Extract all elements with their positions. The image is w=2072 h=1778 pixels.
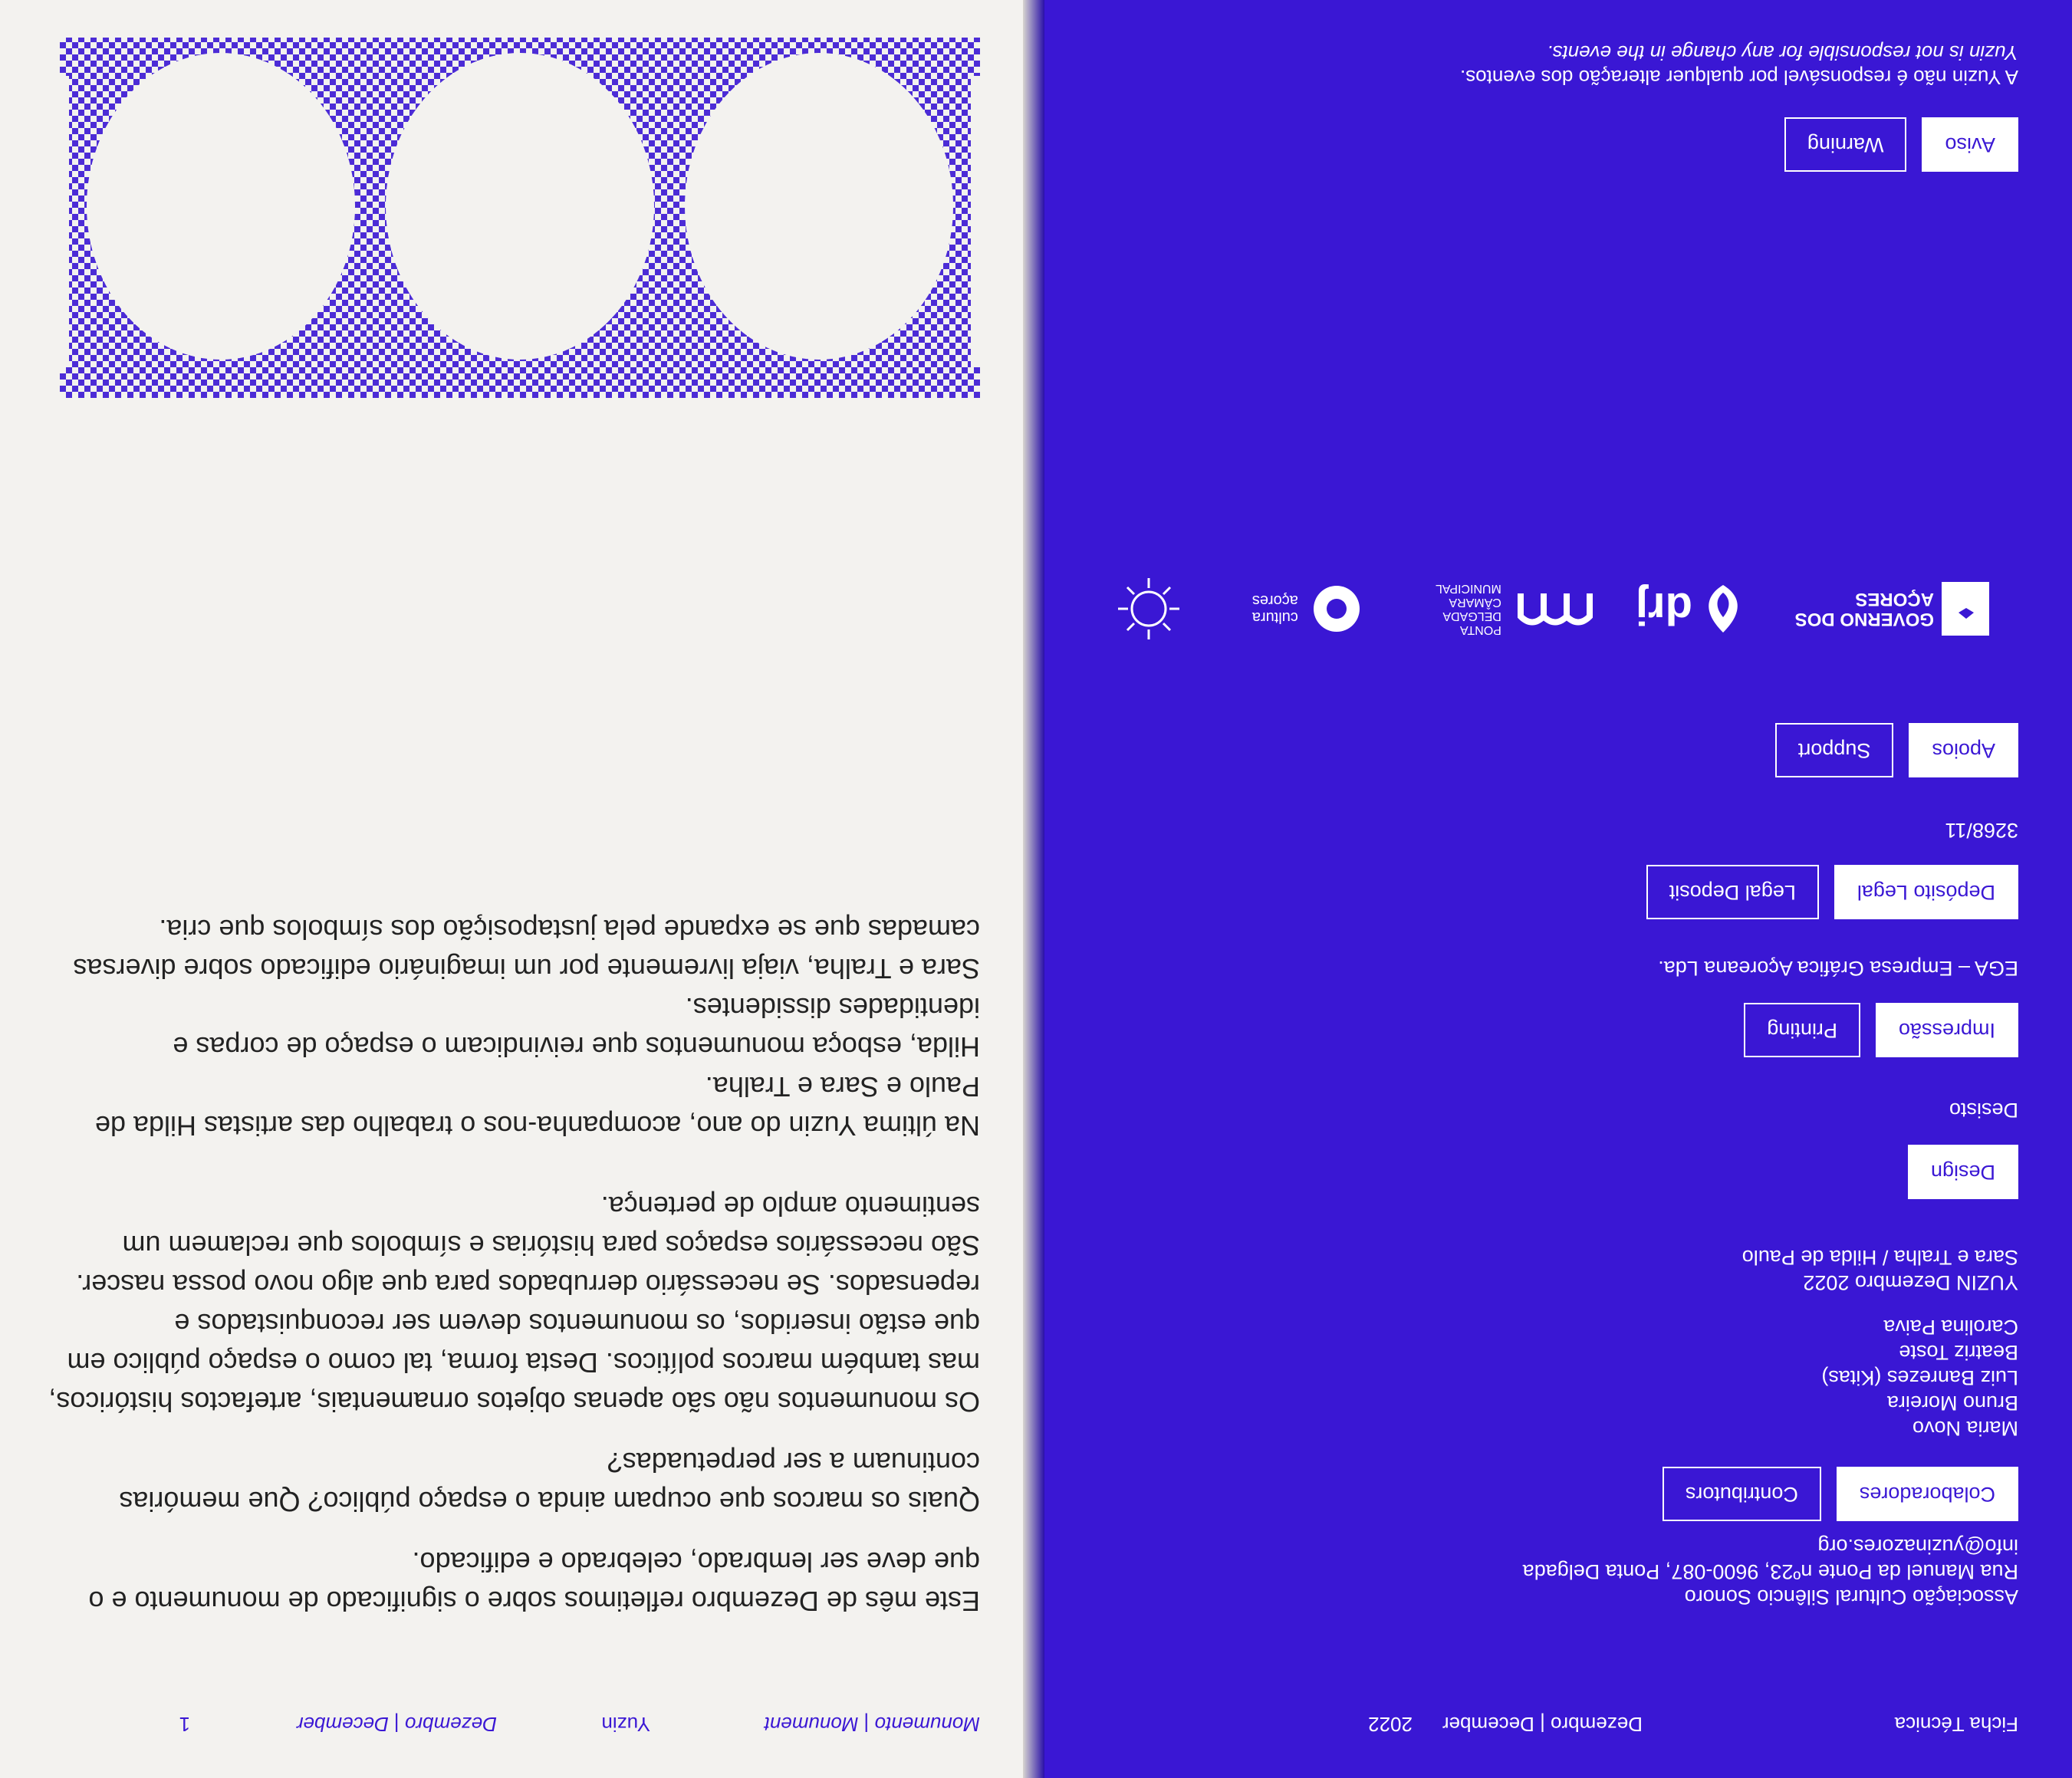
warning-text-pt: A Yuzin não é responsável por qualquer alteração dos eventos. <box>1459 66 2018 89</box>
seal-logo <box>1110 574 1187 643</box>
sara-paragraph: Sara e Tralha, viaja livremente por um imaginário edificado sobre diversas camadas que se expande pela justaposição dos símbolos que cria. <box>73 914 980 984</box>
organization-address: Rua Manuel da Ponte nº23, 9600-087, Ponta Delgada <box>1522 1560 2018 1583</box>
governo-acores-text: GOVERNO DOS AÇORES <box>1794 589 1934 629</box>
contributor-list <box>1821 1314 2018 1441</box>
edition-title: YUZIN Dezembro 2022 <box>1803 1271 2018 1294</box>
legal-deposit-value: 3268/11 <box>1945 819 2018 842</box>
page-header-month: Dezembro | December <box>1442 1713 1643 1736</box>
organization-block <box>1523 1533 2018 1609</box>
azores-flag-icon <box>1942 582 2018 636</box>
edition-block <box>1742 1244 2018 1295</box>
design-label: Design <box>1908 1145 2018 1199</box>
intro-paragraph: Este mês de Dezembro refletimos sobre o significado de monumento e o que deve ser lembrado, celebrado e edificado. <box>88 1546 980 1617</box>
warning-tags <box>1784 117 2018 172</box>
governo-acores-logo <box>1788 582 2018 636</box>
printing-label-pt: Impressão <box>1876 1003 2018 1057</box>
page-number: 1 <box>179 1713 190 1736</box>
contributor-name: Beatriz Toste <box>1899 1341 2018 1364</box>
page-header-section: Monumento | Monument <box>764 1713 980 1736</box>
warning-label-en: Warning <box>1784 117 1907 172</box>
printing-tags <box>1744 1003 2018 1057</box>
support-label-en: Support <box>1775 723 1894 777</box>
hilda-paragraph: Hilda, esboça monumentos que reivindicam o espaço de corpas e identidades dissidentes. <box>173 992 980 1063</box>
legal-deposit-label-en: Legal Deposit <box>1646 865 1819 919</box>
artists-paragraph: Na última Yuzin do ano, acompanha-nos o trabalho das artistas Hilda de Paulo e Sara e Tralha. <box>94 1071 980 1142</box>
support-label-pt: Apoios <box>1909 723 2018 777</box>
ponta-delgada-mark-icon <box>1509 586 1593 632</box>
design-tags <box>1908 1145 2018 1199</box>
warning-label-pt: Aviso <box>1922 117 2018 172</box>
cultura-mark-icon <box>1306 582 1367 636</box>
ponta-delgada-logo <box>1409 581 1593 636</box>
drj-flame-icon <box>1700 582 1746 636</box>
support-tags <box>1775 723 2018 777</box>
contributor-name: Carolina Paiva <box>1883 1316 2018 1339</box>
edition-artists: Sara e Tralha / Hilda de Paulo <box>1741 1246 2018 1269</box>
contributors-tags <box>1663 1467 2018 1521</box>
printing-label-en: Printing <box>1744 1003 1860 1057</box>
drj-text: drj <box>1635 583 1692 634</box>
page-header-month: Dezembro | December <box>296 1713 497 1736</box>
organization-name: Associação Cultural Silêncio Sonoro <box>1684 1586 2018 1609</box>
legal-deposit-label-pt: Depósito Legal <box>1834 865 2018 919</box>
page-header-brand: Yuzin <box>601 1713 650 1736</box>
contributor-name: Maria Novo <box>1912 1417 2018 1440</box>
warning-text <box>1460 41 2018 90</box>
pixel-arch-pattern <box>60 38 980 398</box>
credits-page <box>1034 0 2072 1778</box>
organization-email: info@yuzinazores.org <box>1817 1535 2018 1558</box>
question-paragraph: Quais os marcos que ocupam ainda o espaço público? Que memórias continuam a ser perpetuadas? <box>119 1447 980 1517</box>
warning-text-en: Yuzin is not responsible for any change in the events. <box>1547 41 2018 64</box>
cultura-acores-logo <box>1229 582 1367 636</box>
editorial-page <box>0 0 1034 1778</box>
contributors-label-en: Contributors <box>1663 1467 1821 1521</box>
contributor-name: Luiz Banrezes (Kitas) <box>1821 1366 2018 1389</box>
ponta-delgada-text: PONTA DELGADA CÂMARA MUNICIPAL <box>1435 582 1501 636</box>
sponsor-logos <box>1110 574 2018 643</box>
cultura-text: cultura açores <box>1251 592 1298 626</box>
seal-icon <box>1110 574 1187 643</box>
page-header-year: 2022 <box>1368 1713 1413 1736</box>
design-value: Desisto <box>1949 1099 2018 1122</box>
monuments-paragraph: Os monumentos não são apenas objetos ornamentais, artefactos históricos, mas também marcos políticos. Desta forma, tal como o espaço público em que estão inseridos, os monumentos devem ser reconquistados e repensados. Se necessário derrubados para que algo novo possa nascer. São necessários espaços para histórias e símbolos que reclamem um sentimento amplo de pertença. <box>48 1191 980 1418</box>
drj-logo <box>1636 582 1746 636</box>
printing-value: EGA – Empresa Gráfica Açoreana Lda. <box>1658 957 2018 980</box>
contributors-label-pt: Colaboradores <box>1837 1467 2018 1521</box>
book-spine <box>1023 0 1044 1778</box>
legal-deposit-tags <box>1646 865 2018 919</box>
page-header-left: Ficha Técnica <box>1894 1713 2018 1736</box>
contributor-name: Bruno Moreira <box>1886 1392 2018 1415</box>
